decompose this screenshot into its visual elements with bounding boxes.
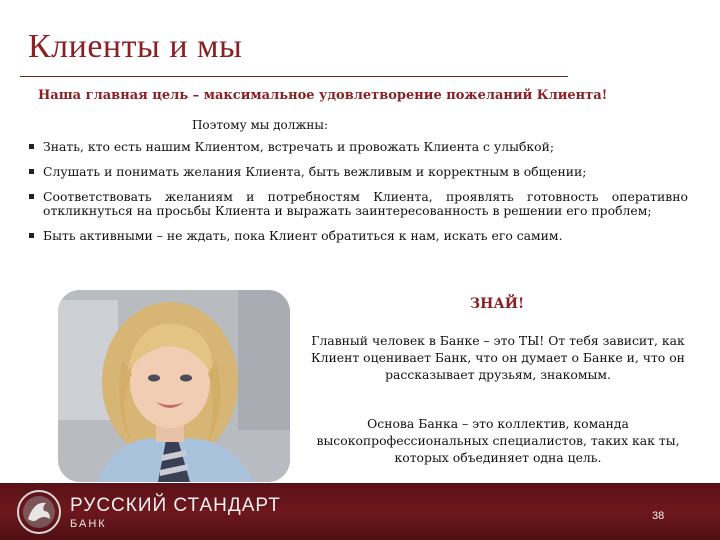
intro-text: Поэтому мы должны: <box>191 118 329 132</box>
key-message-2: Основа Банка – это коллектив, команда высокопрофессиональных специалистов, таких как ты, которых объединяет одна цель. <box>316 416 680 465</box>
bank-logo-icon <box>16 489 62 535</box>
slide-title: Клиенты и мы <box>28 28 243 65</box>
bullet-item: Знать, кто есть нашим Клиентом, встречать и провожать Клиента с улыбкой; <box>28 140 688 154</box>
brand-name: РУССКИЙ СТАНДАРТ <box>70 495 281 516</box>
bullet-item: Слушать и понимать желания Клиента, быть вежливым и корректным в общении; <box>28 165 688 179</box>
slide-subtitle: Наша главная цель – максимальное удовлетворение пожеланий Клиента! <box>38 88 608 103</box>
key-message-1: Главный человек в Банке – это ТЫ! От тебя зависит, как Клиент оценивает Банк, что он думает о Банке и, что он рассказывает друзьям, знакомым. <box>311 333 685 382</box>
know-heading: ЗНАЙ! <box>470 296 525 312</box>
title-divider <box>20 76 568 77</box>
bullet-list <box>28 140 688 254</box>
brand-subtitle: БАНК <box>70 518 107 530</box>
employee-photo <box>58 290 290 482</box>
bullet-item: Быть активными – не ждать, пока Клиент обратиться к нам, искать его самим. <box>28 229 688 243</box>
page-number: 38 <box>652 510 665 522</box>
bullet-item: Соответствовать желаниям и потребностям Клиента, проявлять готовность оперативно откликнуться на просьбы Клиента и выражать заинтересованность в решении его проблем; <box>28 190 688 218</box>
footer-bar <box>0 483 720 540</box>
